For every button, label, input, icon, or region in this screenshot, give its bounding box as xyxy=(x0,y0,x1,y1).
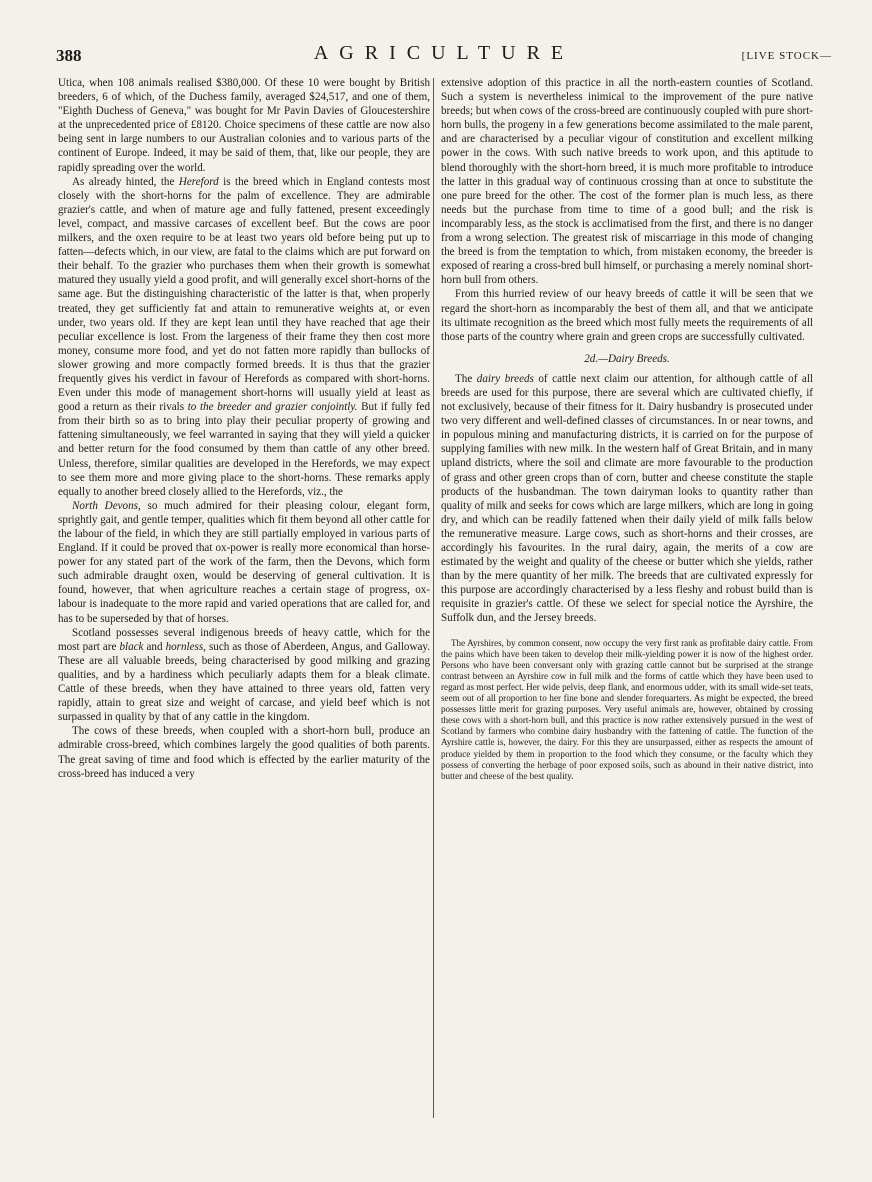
section-title: [LIVE STOCK— xyxy=(741,50,832,62)
emphasis: black xyxy=(119,640,144,653)
paragraph: The cows of these breeds, when coupled with a short-horn bull, produce an admirable cross-breed, which combines largely the good qualities of both parents. The great saving of time and food which is effected by the earlier maturity of the cross-breed has induced a very xyxy=(58,725,430,780)
page-header xyxy=(56,42,832,72)
right-column xyxy=(441,76,813,782)
paragraph-dairy: The dairy breeds of cattle next claim our attention, for although cattle of all breeds are used for this purpose, there are several which are cultivated chiefly, if not exclusively, because of their fitness for it. Dairy husbandry is prosecuted under two very different and well-defined classes of circumstances. In or near towns, and in populous mining and manufacturing districts, it is carried on for the purpose of supplying families with new milk. In the western half of Great Britain, and in many upland districts, where the soil and climate are more favourable to the production of grass and other green crops than of corn, butter and cheese constitute the staple products of the husbandman. The town dairyman looks to quantity rather than quality of milk and seeks for cows which are large milkers, which are long in going dry, and which can be readily fattened when their daily yield of milk falls below the remunerative measure. Large cows, such as short-horns and their crosses, are accordingly his favourites. In the rural dairy, again, the merits of a cow are estimated by the weight and quality of the cheese or butter which she yields, rather than by the mere quantity of her milk. The breeds that are cultivated expressly for this purpose are accordingly characterised by a less fleshy and robust build than is requisite in grazier's cattle. Of these we select for special notice the Ayrshire, the Suffolk dun, and the Jersey breeds. xyxy=(441,372,813,625)
footnote-block xyxy=(441,638,813,782)
running-title: AGRICULTURE xyxy=(313,42,575,64)
footnote-ayrshire: The Ayrshires, by common consent, now occupy the very first rank as profitable dairy cattle. From the pains which have been taken to develop their milk-yielding power it is now of the highest order. Persons who have been conversant only with grazing cattle cannot but be surprised at the strange contrast between an Ayrshire cow in full milk and the forms of cattle which they have been used to regard as most perfect. Her wide pelvis, deep flank, and enormous udder, with its small wide-set teats, seem out of all proportion to her fine bone and slender forequarters. As might be expected, the breed possesses little merit for grazing purposes. Very useful animals are, however, obtained by crossing these cows with a short-horn bull, and this practice is now rather extensively pursued in the west of Scotland by farmers who combine dairy husbandry with the fattening of cattle. The function of the Ayrshire cattle is, however, the dairy. For this they are unsurpassed, either as respects the amount of produce yielded by them in proportion to the food which they consume, or the faculty which they possess of converting the herbage of poor exposed soils, such as abound in their native district, into butter and cheese of the best quality. xyxy=(441,637,813,781)
subheading: 2d.—Dairy Breeds. xyxy=(584,352,670,365)
column-divider xyxy=(433,78,434,1118)
emphasis: dairy breeds xyxy=(476,372,534,385)
paragraph-scotland: Scotland possesses several indigenous breeds of heavy cattle, which for the most part are black and hornless, such as those of Aberdeen, Angus, and Galloway. These are all valuable breeds, being characterised by good milking and grazing qualities, and by a hardiness which peculiarly adapts them for a bleak climate. Cattle of these breeds, when they have attained to three years old, fatten very rapidly, attain to great size and weight of carcase, and yield beef which is not surpassed in quality by that of any cattle in the kingdom. xyxy=(58,626,430,724)
breed-name: Hereford xyxy=(178,175,219,188)
paragraph: Utica, when 108 animals realised $380,000. Of these 10 were bought by British breeders, 6 of which, of the Duchess family, averaged $24,517, and one of them, "Eighth Duchess of Geneva," was bought for Mr Pavin Davies of Gloucestershire at the unprecedented price of £8120. Choice specimens of these cattle are now also being sent in large numbers to our Australian colonies and to various parts of the continent of Europe. Indeed, it may be said of them, that, like our people, they are rapidly spreading over the world. xyxy=(58,77,430,174)
page-number: 388 xyxy=(56,46,82,65)
paragraph: From this hurried review of our heavy breeds of cattle it will be seen that we regard the short-horn as incomparably the best of them all, and that we anticipate its ultimate recognition as the breed which most fully meets the requirements of all those parts of the country where grain and green crops are successfully cultivated. xyxy=(441,288,813,343)
emphasis: to the breeder and grazier conjointly. xyxy=(187,401,358,414)
paragraph-devons: North Devons, so much admired for their pleasing colour, elegant form, sprightly gait, and gentle temper, qualities which fit them beyond all other cattle for the labour of the field, in which they are still partially employed in various parts of England. If it could be proved that ox-power is really more economical than horse-power for any stated part of the work of the farm, then the Devons, which form such admirable draught oxen, would be deserving of general cultivation. It is found, however, that when agriculture reaches a certain stage of progress, ox-labour is inadequate to the more rapid and varied operations that are called for, and has to be superseded by that of horses. xyxy=(58,499,430,625)
left-column xyxy=(58,76,430,781)
emphasis: hornless, xyxy=(165,640,206,653)
paragraph-hereford: As already hinted, the Hereford is the breed which in England contests most closely with the short-horns for the palm of excellence. They are admirable grazier's cattle, and when of mature age and fully fattened, present exceedingly level, compact, and massive carcases of excellent beef. But the cows are poor milkers, and the oxen require to be at least two years old before being put up to fatten—defects which, in our view, are fatal to the claims which are put forward on their behalf. To the grazier who purchases them when their growth is somewhat matured they usually yield a good profit, and will generally excel short-horns of the same age. But the distinguishing characteristic of the latter is that, when properly treated, they get sufficiently fat and attain to remunerative weights at, or even under, two years old. If they are kept lean until they have reached that age their peculiar excellence is lost. From the largeness of their frame they then cost more money, consume more food, and yet do not fatten more rapidly than bullocks of slower growing and more compactly formed breeds. It is thus that the grazier frequently gives his verdict in favour of Herefords as compared with short-horns. Even under this mode of management short-horns will usually yield at least as good a return as their rivals to the breeder and grazier conjointly. But if fully fed from their birth so as to bring into play their peculiar property of growing and fattening simultaneously, we feel warranted in saying that they will yield a quicker and better return for the food consumed by them than cattle of any other breed. Unless, therefore, similar qualities are developed in the Herefords, we may expect to see them more and more giving place to the short-horns. These remarks apply equally to another breed closely allied to the Herefords, viz., the xyxy=(58,175,430,498)
paragraph: extensive adoption of this practice in all the north-eastern counties of Scotland. Such a system is nevertheless inimical to the improvement of the pure native breeds; but when cows of the cross-breed are continuously coupled with pure short-horn bulls, the progeny in a few generations become assimilated to the male parent, and are characterised by a peculiar vigour of constitution and excellent milking power in the cows. With such native breeds to work upon, and this aptitude to blend thoroughly with the short-horn breed, it is much more profitable to introduce the latter in this gradual way of continuous crossing than at once to substitute the one pure breed for the other. The cost of the former plan is much less, as there needs but the purchase from time to time of a good bull; and the risk is incomparably less, as the stock is acclimatised from the first, and there is no danger from a wrong selection. The greatest risk of miscarriage in this mode of changing the breed is from the temptation to which, from mistaken economy, the breeder is exposed of rearing a cross-bred bull himself, or purchasing a merely nominal short-horn bull from others. xyxy=(441,77,813,287)
breed-name: North Devons, xyxy=(72,499,141,512)
